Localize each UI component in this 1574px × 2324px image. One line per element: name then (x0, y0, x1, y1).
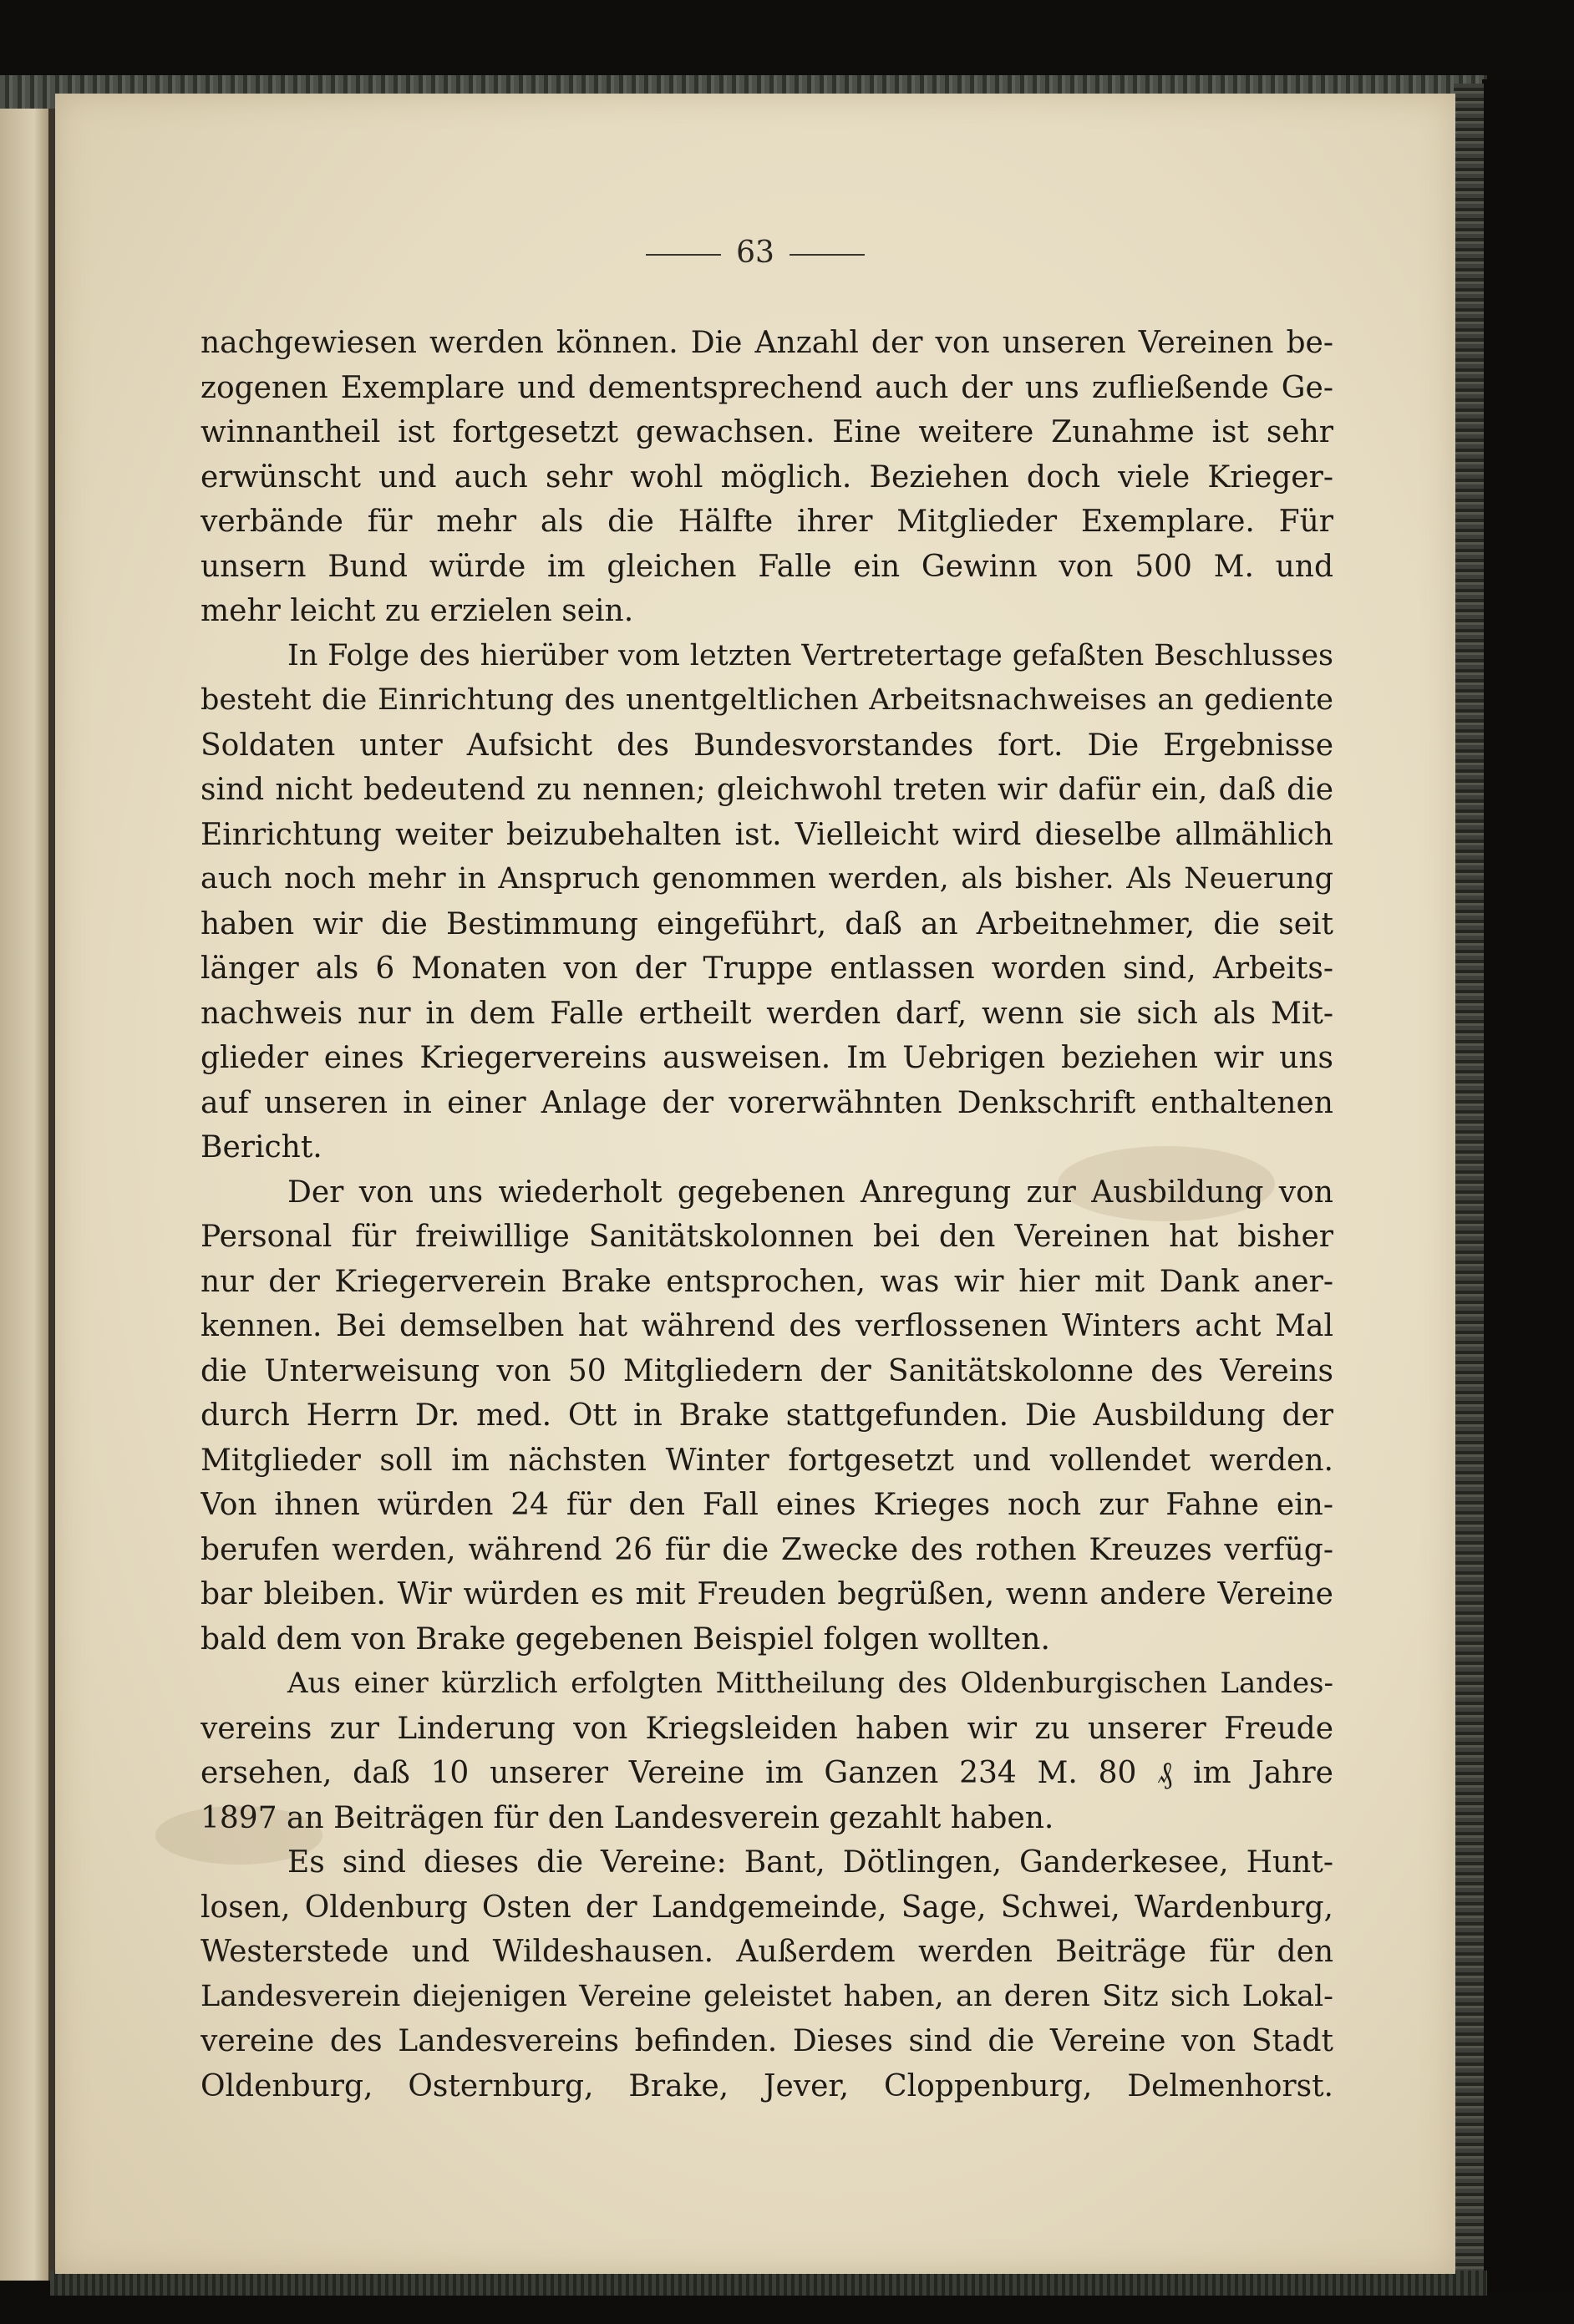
ornament-rule-right (790, 254, 865, 256)
text-line: sind nicht bedeutend zu nennen; gleichwohl treten wir dafür ein, daß die (201, 773, 1333, 807)
page-number (55, 236, 1455, 270)
scan-background (1482, 79, 1574, 2293)
text-line: zogenen Exemplare und dementsprechend auch der uns zufließende Ge- (201, 370, 1333, 405)
text-line: vereins zur Linderung von Kriegsleiden haben wir zu unserer Freude (201, 1711, 1333, 1746)
text-line: Soldaten unter Aufsicht des Bundesvorstandes fort. Die Ergebnisse (201, 728, 1333, 763)
text-line: unsern Bund würde im gleichen Falle ein Gewinn von 500 M. und (201, 549, 1333, 584)
text-line: Westerstede und Wildeshausen. Außerdem werden Beiträge für den (201, 1935, 1333, 1969)
text-line: die Unterweisung von 50 Mitgliedern der Sanitätskolonne des Vereins (201, 1353, 1333, 1388)
text-line: 1897 an Beiträgen für den Landesverein gezahlt haben. (201, 1800, 1054, 1835)
text-line: nur der Kriegerverein Brake entsprochen, was wir hier mit Dank aner- (201, 1264, 1333, 1299)
text-line: losen, Oldenburg Osten der Landgemeinde, Sage, Schwei, Wardenburg, (201, 1890, 1333, 1925)
body-text (201, 321, 1333, 2108)
text-line: Landesverein diejenigen Vereine geleistet haben, an deren Sitz sich Lokal- (201, 1979, 1333, 2013)
printed-page (55, 94, 1455, 2274)
text-line: In Folge des hierüber vom letzten Vertretertage gefaßten Beschlusses (287, 638, 1333, 672)
text-line: Von ihnen würden 24 für den Fall eines Krieges noch zur Fahne ein- (201, 1488, 1333, 1522)
book-gutter (48, 75, 55, 2281)
text-line: nachweis nur in dem Falle ertheilt werden darf, wenn sie sich als Mit- (201, 996, 1333, 1031)
text-line: haben wir die Bestimmung eingeführt, daß an Arbeitnehmer, die seit (201, 906, 1333, 941)
text-line: Personal für freiwillige Sanitätskolonnen bei den Vereinen hat bisher (201, 1220, 1333, 1254)
text-line: Oldenburg, Osternburg, Brake, Jever, Cloppenburg, Delmenhorst. (201, 2068, 1333, 2103)
text-line: vereine des Landesvereins befinden. Dieses sind die Vereine von Stadt (201, 2024, 1333, 2058)
text-line: Aus einer kürzlich erfolgten Mittheilung des Oldenburgischen Landes- (287, 1667, 1333, 1700)
book-cover-right-edge (1454, 84, 1484, 2289)
text-line: Einrichtung weiter beizubehalten ist. Vielleicht wird dieselbe allmählich (201, 817, 1333, 852)
text-line: auch noch mehr in Anspruch genommen werden, als bisher. Als Neuerung (201, 862, 1333, 896)
text-line: bald dem von Brake gegebenen Beispiel folgen wollten. (201, 1621, 1050, 1657)
text-line: Es sind dieses die Vereine: Bant, Dötlingen, Ganderkesee, Hunt- (287, 1845, 1333, 1880)
text-line: Bericht. (201, 1130, 322, 1165)
ornament-rule-left (646, 254, 721, 256)
text-line: bar bleiben. Wir würden es mit Freuden begrüßen, wenn andere Vereine (201, 1577, 1333, 1611)
text-line: Der von uns wiederholt gegebenen Anregung zur Ausbildung von (287, 1175, 1333, 1210)
text-line: nachgewiesen werden können. Die Anzahl der von unseren Vereinen be- (201, 326, 1333, 360)
text-line: ersehen, daß 10 unserer Vereine im Ganzen 234 M. 80 ₰ im Jahre (201, 1756, 1333, 1790)
text-line: kennen. Bei demselben hat während des verflossenen Winters acht Mal (201, 1309, 1333, 1343)
book-cover-bottom-edge (50, 2271, 1487, 2296)
text-line: verbände für mehr als die Hälfte ihrer Mitglieder Exemplare. Für (201, 505, 1333, 539)
text-line: auf unseren in einer Anlage der vorerwähnten Denkschrift enthaltenen (201, 1085, 1333, 1120)
page-number-text: 63 (736, 236, 774, 270)
text-line: besteht die Einrichtung des unentgeltlichen Arbeitsnachweises an gediente (201, 683, 1333, 717)
facing-page-edge (0, 75, 48, 2281)
text-line: mehr leicht zu erzielen sein. (201, 594, 634, 628)
text-line: winnantheil ist fortgesetzt gewachsen. Eine weitere Zunahme ist sehr (201, 415, 1333, 449)
text-line: durch Herrn Dr. med. Ott in Brake stattgefunden. Die Ausbildung der (201, 1398, 1333, 1433)
text-line: berufen werden, während 26 für die Zwecke des rothen Kreuzes verfüg- (201, 1532, 1333, 1567)
text-line: länger als 6 Monaten von der Truppe entlassen worden sind, Arbeits- (201, 951, 1333, 986)
text-line: erwünscht und auch sehr wohl möglich. Beziehen doch viele Krieger- (201, 459, 1333, 495)
text-line: glieder eines Kriegervereins ausweisen. Im Uebrigen beziehen wir uns (201, 1041, 1333, 1075)
text-line: Mitglieder soll im nächsten Winter fortgesetzt und vollendet werden. (201, 1443, 1333, 1478)
